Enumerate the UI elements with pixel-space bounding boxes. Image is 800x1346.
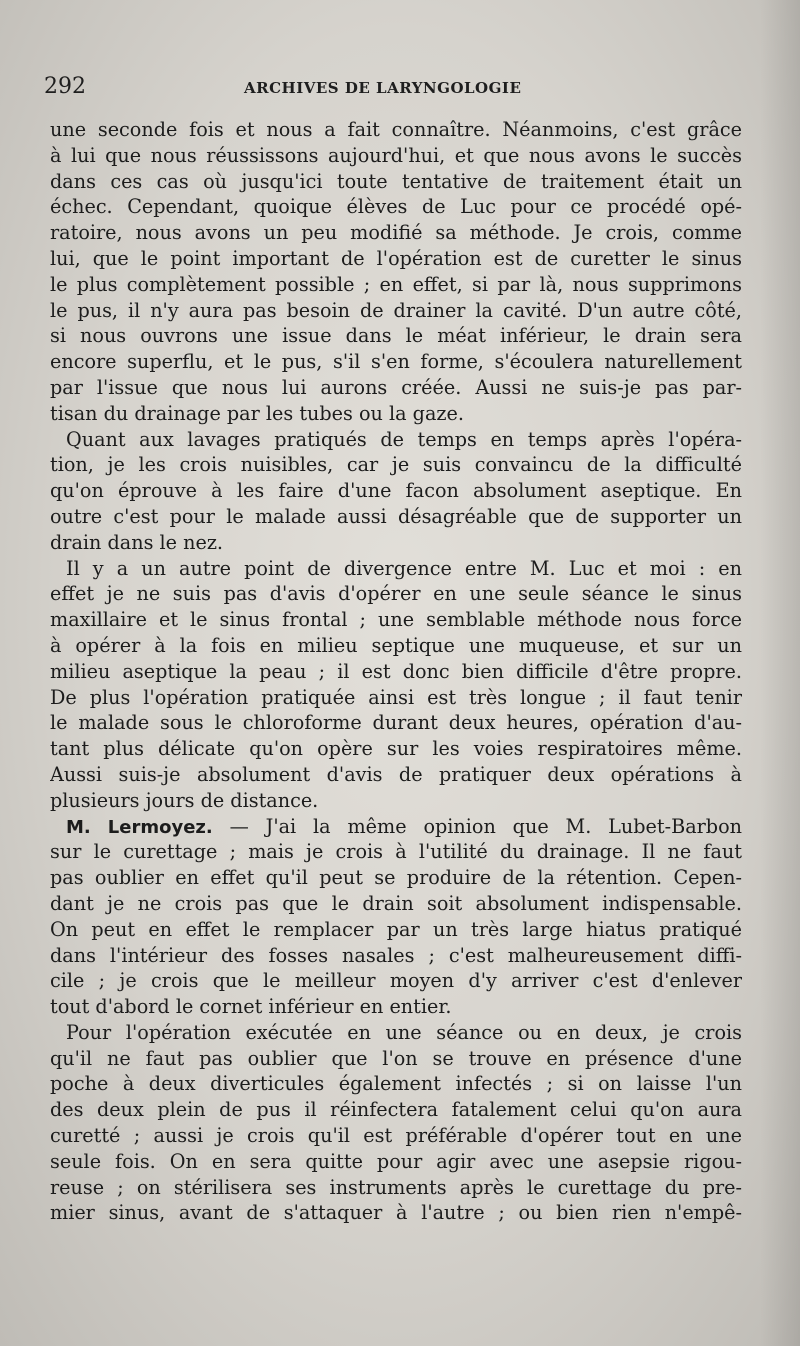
text-line: dans l'intérieur des fosses nasales ; c'est malheureusement diffi- <box>50 943 742 967</box>
page-number: 292 <box>44 74 86 99</box>
text-line: maxillaire et le sinus frontal ; une semblable méthode nous force <box>50 608 742 632</box>
text-line: le plus complètement possible ; en effet, si par là, nous supprimons <box>50 272 742 296</box>
text-line: sur le curettage ; mais je crois à l'utilité du drainage. Il ne faut <box>50 840 742 864</box>
text-line: poche à deux diverticules également infectés ; si on laisse l'un <box>50 1072 742 1096</box>
text-line: drain dans le nez. <box>50 530 224 554</box>
paragraph-3 <box>50 556 742 814</box>
text-line: qu'on éprouve à les faire d'une facon absolument aseptique. En <box>50 479 742 503</box>
text-line: dant je ne crois pas que le drain soit absolument indispensable. <box>50 891 742 915</box>
text-line: Il y a un autre point de divergence entre M. Luc et moi : en <box>66 556 742 580</box>
text-line: encore superflu, et le pus, s'il s'en forme, s'écoulera naturellement <box>50 350 742 374</box>
text-line: des deux plein de pus il réinfectera fatalement celui qu'on aura <box>50 1098 742 1122</box>
text-line: si nous ouvrons une issue dans le méat inférieur, le drain sera <box>50 324 742 348</box>
speaker-line-rest: — J'ai la même opinion que M. Lubet-Barbon <box>212 814 742 838</box>
text-line: lui, que le point important de l'opération est de curetter le sinus <box>50 246 742 270</box>
text-line: tisan du drainage par les tubes ou la gaze. <box>50 401 464 425</box>
text-line: tion, je les crois nuisibles, car je suis convaincu de la difficulté <box>50 453 742 477</box>
text-line: milieu aseptique la peau ; il est donc bien difficile d'être propre. <box>50 659 742 683</box>
page-header <box>44 74 744 104</box>
text-line: tant plus délicate qu'on opère sur les voies respiratoires même. <box>50 737 742 761</box>
text-line: seule fois. On en sera quitte pour agir avec une asepsie rigou- <box>50 1149 742 1173</box>
text-line: De plus l'opération pratiquée ainsi est très longue ; il faut tenir <box>50 685 742 709</box>
text-line <box>50 814 742 840</box>
text-line: le pus, il n'y aura pas besoin de drainer la cavité. D'un autre côté, <box>50 298 742 322</box>
text-line: qu'il ne faut pas oublier que l'on se trouve en présence d'une <box>50 1046 742 1070</box>
text-line: Quant aux lavages pratiqués de temps en temps après l'opéra- <box>66 427 742 451</box>
text-line: On peut en effet le remplacer par un très large hiatus pratiqué <box>50 917 742 941</box>
text-line: effet je ne suis pas d'avis d'opérer en une seule séance le sinus <box>50 582 742 606</box>
text-line: Pour l'opération exécutée en une séance ou en deux, je crois <box>66 1020 742 1044</box>
text-line: une seconde fois et nous a fait connaître. Néanmoins, c'est grâce <box>50 118 742 141</box>
body-text <box>50 117 742 1226</box>
text-line: pas oublier en effet qu'il peut se produire de la rétention. Cepen- <box>50 866 742 890</box>
running-head: ARCHIVES DE LARYNGOLOGIE <box>244 79 522 97</box>
text-line: le malade sous le chloroforme durant deux heures, opération d'au- <box>50 711 742 735</box>
text-line: Aussi suis-je absolument d'avis de pratiquer deux opérations à <box>50 762 742 786</box>
paragraph-4 <box>50 814 742 1020</box>
text-line: plusieurs jours de distance. <box>50 788 319 812</box>
text-line: mier sinus, avant de s'attaquer à l'autre ; ou bien rien n'empê- <box>50 1201 742 1225</box>
text-line: reuse ; on stérilisera ses instruments après le curettage du pre- <box>50 1175 742 1199</box>
paragraph-2 <box>50 427 742 556</box>
text-line: curetté ; aussi je crois qu'il est préférable d'opérer tout en une <box>50 1124 742 1148</box>
paragraph-1 <box>50 117 742 427</box>
text-line: par l'issue que nous lui aurons créée. Aussi ne suis-je pas par- <box>50 375 742 399</box>
text-line: ratoire, nous avons un peu modifié sa méthode. Je crois, comme <box>50 221 742 245</box>
text-line: cile ; je crois que le meilleur moyen d'y arriver c'est d'enlever <box>50 969 742 993</box>
text-line: à lui que nous réussissons aujourd'hui, et que nous avons le succès <box>50 143 742 167</box>
text-line: dans ces cas où jusqu'ici toute tentative de traitement était un <box>50 169 742 193</box>
paragraph-5 <box>50 1020 742 1226</box>
page-edge-shadow <box>760 0 800 1346</box>
text-line: à opérer à la fois en milieu septique une muqueuse, et sur un <box>50 633 742 657</box>
speaker-name: M. Lermoyez. <box>66 816 213 838</box>
text-line: tout d'abord le cornet inférieur en entier. <box>50 995 452 1019</box>
text-line: outre c'est pour le malade aussi désagréable que de supporter un <box>50 504 742 528</box>
text-line: échec. Cependant, quoique élèves de Luc pour ce procédé opé- <box>50 195 742 219</box>
